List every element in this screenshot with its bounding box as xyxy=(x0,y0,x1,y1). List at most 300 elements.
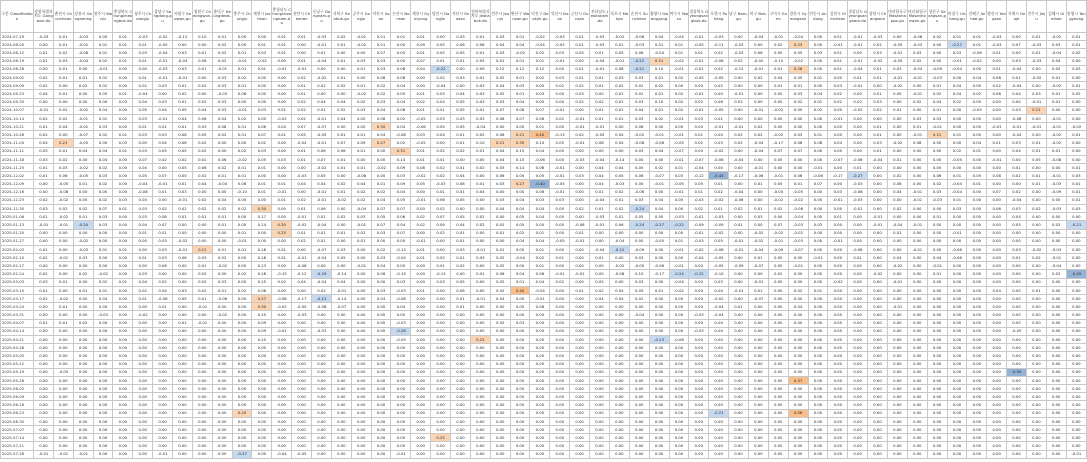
value-cell: 0.00 xyxy=(113,254,133,262)
value-cell: 0.03 xyxy=(788,90,808,98)
value-cell: 0.00 xyxy=(411,376,431,384)
value-cell: 0.01 xyxy=(113,90,133,98)
value-cell: -0.01 xyxy=(848,204,868,212)
value-cell: 0.00 xyxy=(590,417,610,425)
value-cell: 0.04 xyxy=(629,106,649,114)
value-cell: 0.00 xyxy=(431,393,451,401)
value-cell: 0.01 xyxy=(530,123,550,131)
value-cell: 0.01 xyxy=(232,229,252,237)
value-cell: 0.00 xyxy=(371,376,391,384)
value-cell: 0.01 xyxy=(192,65,212,73)
value-cell: 0.00 xyxy=(93,254,113,262)
value-cell: 0.00 xyxy=(1007,434,1027,442)
value-cell: 0.00 xyxy=(570,196,590,204)
value-cell: 0.04 xyxy=(391,188,411,196)
value-cell: 0.00 xyxy=(371,401,391,409)
value-cell: 0.00 xyxy=(530,221,550,229)
value-cell: 0.00 xyxy=(1066,114,1086,122)
value-cell: 0.00 xyxy=(53,270,73,278)
value-cell: 0.01 xyxy=(53,90,73,98)
value-cell: -0.02 xyxy=(351,90,371,98)
value-cell: 0.00 xyxy=(828,303,848,311)
value-cell: 0.00 xyxy=(1026,213,1046,221)
value-cell: 0.02 xyxy=(689,98,709,106)
value-cell: 0.00 xyxy=(331,409,351,417)
value-cell: 0.01 xyxy=(351,82,371,90)
value-cell: 0.00 xyxy=(907,155,927,163)
value-cell: 0.00 xyxy=(252,172,272,180)
value-cell: 0.00 xyxy=(828,417,848,425)
table-row xyxy=(1,393,1087,401)
value-cell: 0.00 xyxy=(1026,82,1046,90)
value-cell: 0.00 xyxy=(868,393,888,401)
value-cell: 0.00 xyxy=(609,254,629,262)
value-cell: -0.01 xyxy=(272,65,292,73)
value-cell: 0.00 xyxy=(34,311,54,319)
value-cell: 0.00 xyxy=(808,409,828,417)
value-cell: 0.00 xyxy=(887,434,907,442)
value-cell: 0.02 xyxy=(828,90,848,98)
value-cell: 0.06 xyxy=(629,172,649,180)
value-cell: 0.00 xyxy=(550,90,570,98)
table-row xyxy=(1,278,1087,286)
value-cell: -0.04 xyxy=(212,180,232,188)
value-cell: 0.03 xyxy=(331,245,351,253)
value-cell: 0.00 xyxy=(649,385,669,393)
value-cell: 0.00 xyxy=(272,442,292,450)
value-cell: 0.00 xyxy=(1026,409,1046,417)
value-cell: 0.00 xyxy=(967,450,987,458)
value-cell: -0.29 xyxy=(312,270,332,278)
value-cell: -0.01 xyxy=(768,237,788,245)
value-cell: 0.00 xyxy=(887,442,907,450)
value-cell: 0.04 xyxy=(490,204,510,212)
value-cell: 0.00 xyxy=(133,368,153,376)
value-cell: 0.00 xyxy=(470,278,490,286)
value-cell: 0.00 xyxy=(252,450,272,458)
value-cell: 0.00 xyxy=(788,368,808,376)
value-cell: 0.00 xyxy=(351,393,371,401)
value-cell: 0.00 xyxy=(907,417,927,425)
value-cell: 0.00 xyxy=(351,352,371,360)
value-cell: -0.27 xyxy=(947,41,967,49)
value-cell: 0.01 xyxy=(451,131,471,139)
value-cell: 0.00 xyxy=(451,393,471,401)
value-cell: 0.00 xyxy=(34,409,54,417)
value-cell: 0.00 xyxy=(808,33,828,41)
value-cell: 0.00 xyxy=(93,303,113,311)
value-cell: 0.00 xyxy=(808,237,828,245)
value-cell: 0.00 xyxy=(570,311,590,319)
value-cell: 0.00 xyxy=(848,221,868,229)
value-cell: 0.05 xyxy=(173,147,193,155)
value-cell: 0.00 xyxy=(451,344,471,352)
value-cell: 0.01 xyxy=(312,106,332,114)
value-cell: 0.10 xyxy=(629,270,649,278)
row-date: 2025-01-27 xyxy=(1,237,34,245)
value-cell: 0.00 xyxy=(808,303,828,311)
value-cell: 0.01 xyxy=(451,188,471,196)
value-cell: 0.01 xyxy=(1066,180,1086,188)
value-cell: 0.00 xyxy=(927,155,947,163)
value-cell: -0.02 xyxy=(312,73,332,81)
value-cell: 0.00 xyxy=(1007,49,1027,57)
value-cell: 0.00 xyxy=(947,303,967,311)
value-cell: 0.03 xyxy=(1066,65,1086,73)
value-cell: 0.00 xyxy=(1026,196,1046,204)
value-cell: 0.01 xyxy=(431,262,451,270)
value-cell: 0.00 xyxy=(1007,295,1027,303)
value-cell: 0.00 xyxy=(987,57,1007,65)
value-cell: -0.22 xyxy=(609,245,629,253)
value-cell: 0.02 xyxy=(34,82,54,90)
value-cell: 0.02 xyxy=(192,155,212,163)
value-cell: 0.00 xyxy=(192,90,212,98)
value-cell: 0.01 xyxy=(431,155,451,163)
value-cell: -0.06 xyxy=(629,188,649,196)
value-cell: 0.00 xyxy=(34,417,54,425)
value-cell: -0.01 xyxy=(351,33,371,41)
value-cell: -0.03 xyxy=(391,319,411,327)
value-cell: 0.00 xyxy=(113,393,133,401)
value-cell: 0.00 xyxy=(272,409,292,417)
value-cell: 0.00 xyxy=(808,65,828,73)
value-cell: 0.01 xyxy=(927,82,947,90)
value-cell: 0.00 xyxy=(490,426,510,434)
value-cell: 0.00 xyxy=(252,90,272,98)
value-cell: -0.22 xyxy=(431,65,451,73)
table-row xyxy=(1,114,1087,122)
value-cell: 0.00 xyxy=(451,426,471,434)
value-cell: 0.00 xyxy=(629,237,649,245)
value-cell: 0.00 xyxy=(232,327,252,335)
value-cell: 0.06 xyxy=(490,114,510,122)
value-cell: 0.00 xyxy=(470,196,490,204)
value-cell: -0.01 xyxy=(73,114,93,122)
value-cell: 0.00 xyxy=(887,237,907,245)
value-cell: 0.00 xyxy=(133,450,153,458)
value-cell: 0.04 xyxy=(451,221,471,229)
value-cell: 0.37 xyxy=(788,376,808,384)
row-date: 2025-07-28 xyxy=(1,450,34,458)
row-date: 2024-08-05 xyxy=(1,41,34,49)
value-cell: 0.03 xyxy=(451,245,471,253)
value-cell: 0.02 xyxy=(34,131,54,139)
value-cell: 0.00 xyxy=(629,344,649,352)
row-date: 2025-05-05 xyxy=(1,352,34,360)
value-cell: 0.01 xyxy=(113,278,133,286)
value-cell: 0.02 xyxy=(371,188,391,196)
value-cell: 0.07 xyxy=(371,49,391,57)
value-cell: 0.05 xyxy=(609,49,629,57)
value-cell: -0.01 xyxy=(848,33,868,41)
value-cell: 0.00 xyxy=(371,303,391,311)
value-cell: 0.00 xyxy=(868,311,888,319)
region-header: 춘천시 Chuncheon xyxy=(53,1,73,33)
value-cell: 0.00 xyxy=(868,319,888,327)
value-cell: 0.00 xyxy=(1026,426,1046,434)
value-cell: 0.00 xyxy=(590,426,610,434)
value-cell: 0.00 xyxy=(729,106,749,114)
value-cell: -0.04 xyxy=(1046,262,1066,270)
value-cell: 0.00 xyxy=(312,426,332,434)
value-cell: 0.10 xyxy=(649,65,669,73)
value-cell: -0.07 xyxy=(689,155,709,163)
value-cell: 0.01 xyxy=(292,155,312,163)
value-cell: 0.00 xyxy=(431,237,451,245)
value-cell: 0.01 xyxy=(272,196,292,204)
value-cell: 0.00 xyxy=(947,450,967,458)
value-cell: 0.00 xyxy=(868,286,888,294)
value-cell: 0.00 xyxy=(1046,335,1066,343)
value-cell: 0.00 xyxy=(987,278,1007,286)
value-cell: -0.06 xyxy=(907,33,927,41)
value-cell: 0.01 xyxy=(729,221,749,229)
value-cell: 0.00 xyxy=(173,172,193,180)
value-cell: 0.00 xyxy=(451,401,471,409)
value-cell: 0.00 xyxy=(1026,114,1046,122)
value-cell: 0.00 xyxy=(768,90,788,98)
value-cell: 0.07 xyxy=(510,114,530,122)
value-cell: 0.00 xyxy=(907,295,927,303)
value-cell: 0.00 xyxy=(411,442,431,450)
value-cell: -0.02 xyxy=(689,245,709,253)
value-cell: 0.00 xyxy=(411,327,431,335)
value-cell: 0.00 xyxy=(53,237,73,245)
value-cell: 0.01 xyxy=(828,57,848,65)
value-cell: 0.00 xyxy=(371,385,391,393)
value-cell: 0.00 xyxy=(1046,229,1066,237)
value-cell: 0.04 xyxy=(153,286,173,294)
value-cell: 0.04 xyxy=(93,295,113,303)
value-cell: 0.00 xyxy=(967,360,987,368)
value-cell: 0.00 xyxy=(748,352,768,360)
value-cell: -0.08 xyxy=(709,245,729,253)
value-cell: 0.00 xyxy=(272,82,292,90)
value-cell: 0.02 xyxy=(173,90,193,98)
value-cell: 0.00 xyxy=(808,270,828,278)
region-header: 전북특별자치도 Jeollabuk-do xyxy=(470,1,490,33)
value-cell: -0.03 xyxy=(570,155,590,163)
table-row xyxy=(1,164,1087,172)
value-cell: 0.01 xyxy=(53,33,73,41)
value-cell: 0.00 xyxy=(1026,295,1046,303)
value-cell: -0.01 xyxy=(748,164,768,172)
value-cell: -0.01 xyxy=(669,262,689,270)
value-cell: 0.00 xyxy=(669,327,689,335)
value-cell: -0.04 xyxy=(709,303,729,311)
value-cell: 0.00 xyxy=(649,393,669,401)
value-cell: 0.00 xyxy=(252,237,272,245)
value-cell: 0.00 xyxy=(967,196,987,204)
value-cell: 0.02 xyxy=(331,106,351,114)
value-cell: -0.01 xyxy=(1026,98,1046,106)
value-cell: 0.00 xyxy=(729,434,749,442)
value-cell: 0.03 xyxy=(550,73,570,81)
value-cell: 0.04 xyxy=(649,147,669,155)
value-cell: 0.01 xyxy=(609,41,629,49)
table-row xyxy=(1,286,1087,294)
value-cell: 0.01 xyxy=(73,213,93,221)
value-cell: 0.06 xyxy=(629,49,649,57)
table-body xyxy=(1,33,1087,459)
value-cell: -0.06 xyxy=(709,57,729,65)
value-cell: 0.05 xyxy=(689,180,709,188)
value-cell: 0.04 xyxy=(590,295,610,303)
value-cell: 0.01 xyxy=(411,155,431,163)
value-cell: 0.00 xyxy=(113,106,133,114)
value-cell: 0.02 xyxy=(232,270,252,278)
value-cell: 0.00 xyxy=(93,98,113,106)
value-cell: -0.01 xyxy=(1046,123,1066,131)
value-cell: 0.00 xyxy=(1026,131,1046,139)
value-cell: 0.03 xyxy=(133,131,153,139)
value-cell: 0.01 xyxy=(351,147,371,155)
value-cell: 0.01 xyxy=(828,213,848,221)
value-cell: 0.00 xyxy=(470,344,490,352)
value-cell: 0.00 xyxy=(351,303,371,311)
value-cell: 0.02 xyxy=(709,65,729,73)
value-cell: -0.01 xyxy=(153,450,173,458)
value-cell: 0.00 xyxy=(729,82,749,90)
value-cell: 0.00 xyxy=(907,106,927,114)
value-cell: 0.00 xyxy=(590,262,610,270)
value-cell: 0.00 xyxy=(927,352,947,360)
value-cell: 0.00 xyxy=(987,229,1007,237)
value-cell: 0.02 xyxy=(53,106,73,114)
value-cell: 0.00 xyxy=(550,229,570,237)
value-cell: -0.03 xyxy=(73,245,93,253)
value-cell: 0.00 xyxy=(887,426,907,434)
value-cell: -0.09 xyxy=(927,65,947,73)
value-cell: 0.00 xyxy=(967,155,987,163)
value-cell: 0.00 xyxy=(748,311,768,319)
value-cell: 0.00 xyxy=(808,327,828,335)
value-cell: 0.00 xyxy=(371,344,391,352)
value-cell: 0.00 xyxy=(73,344,93,352)
value-cell: 0.00 xyxy=(609,327,629,335)
value-cell: 0.03 xyxy=(431,114,451,122)
value-cell: 0.03 xyxy=(470,254,490,262)
region-header: 전주시 Jeonju xyxy=(490,1,510,33)
value-cell: 0.03 xyxy=(212,73,232,81)
value-cell: 0.00 xyxy=(848,344,868,352)
value-cell: -0.04 xyxy=(689,254,709,262)
value-cell: 0.01 xyxy=(907,123,927,131)
value-cell: 0.00 xyxy=(510,442,530,450)
value-cell: 0.00 xyxy=(788,417,808,425)
value-cell: 0.00 xyxy=(351,245,371,253)
row-date: 2025-02-24 xyxy=(1,270,34,278)
value-cell: -0.01 xyxy=(312,196,332,204)
value-cell: 0.00 xyxy=(510,401,530,409)
value-cell: -0.04 xyxy=(510,254,530,262)
value-cell: 0.00 xyxy=(907,376,927,384)
value-cell: -0.08 xyxy=(133,188,153,196)
value-cell: -0.13 xyxy=(550,131,570,139)
value-cell: 0.01 xyxy=(113,33,133,41)
value-cell: 0.00 xyxy=(570,368,590,376)
value-cell: 0.00 xyxy=(331,344,351,352)
value-cell: 0.01 xyxy=(34,245,54,253)
value-cell: 0.00 xyxy=(1026,442,1046,450)
value-cell: 0.00 xyxy=(570,278,590,286)
value-cell: -0.06 xyxy=(748,172,768,180)
value-cell: 0.00 xyxy=(828,335,848,343)
value-cell: 0.00 xyxy=(470,286,490,294)
value-cell: 0.00 xyxy=(748,434,768,442)
value-cell: 0.00 xyxy=(212,376,232,384)
value-cell: 0.07 xyxy=(292,123,312,131)
value-cell: 0.00 xyxy=(967,344,987,352)
value-cell: 0.00 xyxy=(1066,401,1086,409)
value-cell: 0.06 xyxy=(490,172,510,180)
value-cell: 0.08 xyxy=(887,180,907,188)
value-cell: -0.27 xyxy=(649,221,669,229)
value-cell: 0.03 xyxy=(451,114,471,122)
value-cell: 0.02 xyxy=(292,98,312,106)
value-cell: 0.00 xyxy=(788,344,808,352)
value-cell: 0.00 xyxy=(550,204,570,212)
value-cell: -0.07 xyxy=(312,245,332,253)
value-cell: 0.00 xyxy=(590,311,610,319)
value-cell: 0.03 xyxy=(927,188,947,196)
value-cell: 0.00 xyxy=(1046,303,1066,311)
value-cell: 0.00 xyxy=(1026,401,1046,409)
value-cell: 0.00 xyxy=(590,385,610,393)
value-cell: 0.00 xyxy=(113,385,133,393)
value-cell: 0.00 xyxy=(689,360,709,368)
value-cell: 0.00 xyxy=(629,155,649,163)
value-cell: 0.01 xyxy=(312,229,332,237)
value-cell: 0.03 xyxy=(133,270,153,278)
value-cell: 0.01 xyxy=(331,131,351,139)
value-cell: 0.00 xyxy=(550,450,570,458)
value-cell: 0.00 xyxy=(431,368,451,376)
value-cell: 0.00 xyxy=(669,417,689,425)
value-cell: 0.00 xyxy=(550,319,570,327)
value-cell: 0.00 xyxy=(550,123,570,131)
value-cell: 0.07 xyxy=(768,221,788,229)
value-cell: 0.00 xyxy=(927,303,947,311)
value-cell: -0.02 xyxy=(788,57,808,65)
value-cell: 0.00 xyxy=(550,335,570,343)
value-cell: -0.05 xyxy=(669,180,689,188)
value-cell: 0.00 xyxy=(609,368,629,376)
value-cell: 0.04 xyxy=(331,98,351,106)
value-cell: 0.00 xyxy=(272,98,292,106)
value-cell: 0.05 xyxy=(709,237,729,245)
value-cell: 0.00 xyxy=(550,417,570,425)
value-cell: 0.00 xyxy=(53,426,73,434)
value-cell: 0.02 xyxy=(292,106,312,114)
value-cell: -0.02 xyxy=(232,155,252,163)
value-cell: -0.08 xyxy=(351,172,371,180)
value-cell: 0.01 xyxy=(868,147,888,155)
value-cell: 0.00 xyxy=(431,319,451,327)
value-cell: 0.00 xyxy=(371,311,391,319)
value-cell: 0.00 xyxy=(133,442,153,450)
value-cell: 0.00 xyxy=(173,368,193,376)
value-cell: -0.03 xyxy=(927,73,947,81)
value-cell: 0.01 xyxy=(590,73,610,81)
value-cell: -0.08 xyxy=(1046,155,1066,163)
value-cell: 0.00 xyxy=(669,303,689,311)
value-cell: 0.01 xyxy=(1026,49,1046,57)
value-cell: 0.01 xyxy=(570,229,590,237)
value-cell: 0.00 xyxy=(629,376,649,384)
value-cell: 0.00 xyxy=(530,376,550,384)
